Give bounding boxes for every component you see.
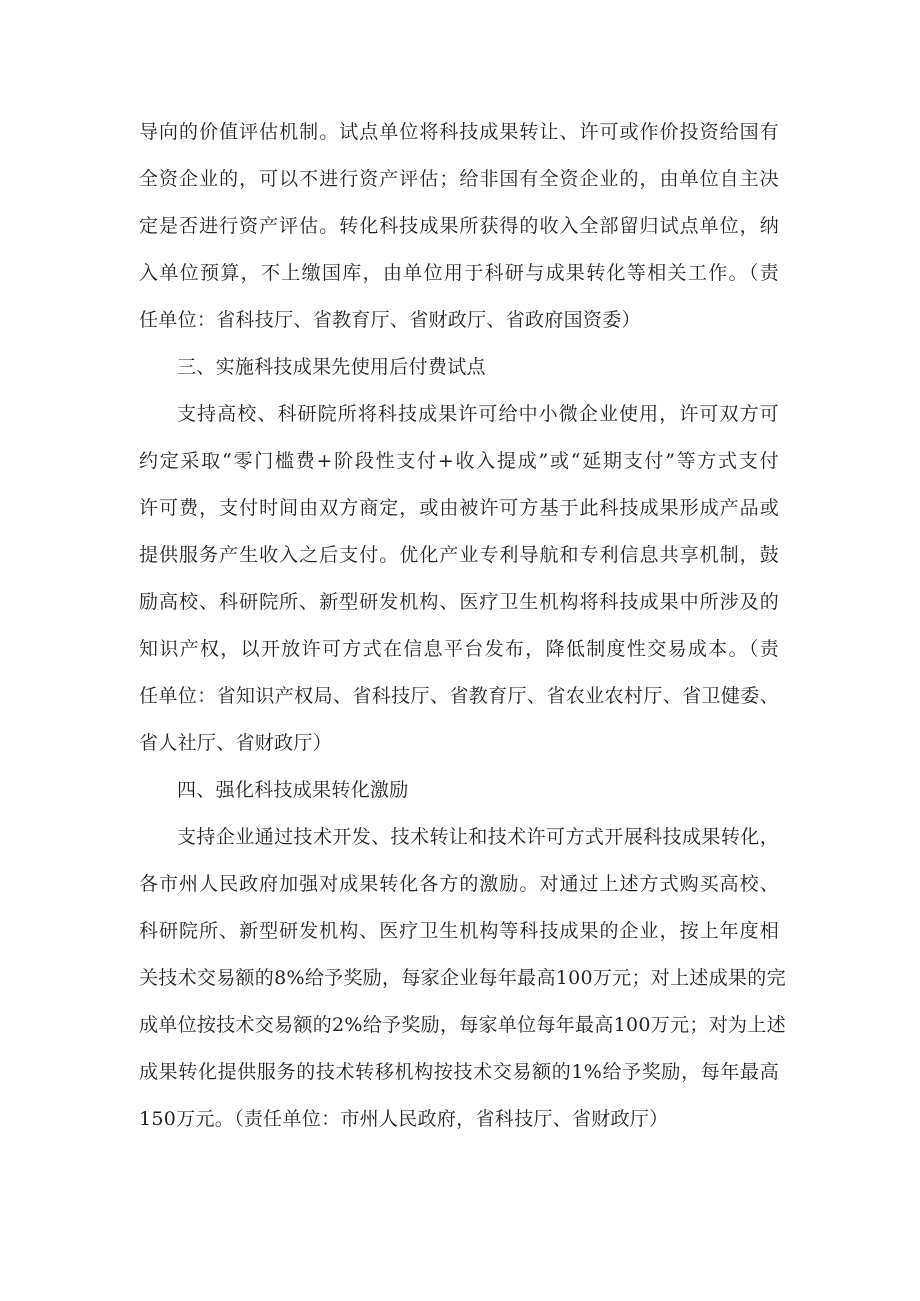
paragraph-line: 任单位：省知识产权局、省科技厅、省教育厅、省农业农村厅、省卫健委、 [139,685,779,707]
paragraph-line: 入单位预算，不上缴国库，由单位用于科研与成果转化等相关工作。（责 [139,262,779,284]
paragraph-line: 支持企业通过技术开发、技术转让和技术许可方式开展科技成果转化， [177,826,779,848]
paragraph-line: 导向的价值评估机制。试点单位将科技成果转让、许可或作价投资给国有 [139,121,779,143]
paragraph-line: 成果转化提供服务的技术转移机构按技术交易额的1%给予奖励，每年最高 [139,1061,779,1083]
paragraph-line: 许可费，支付时间由双方商定，或由被许可方基于此科技成果形成产品或 [139,497,779,519]
paragraph-line: 150万元。（责任单位：市州人民政府，省科技厅、省财政厅） [139,1108,669,1130]
paragraph-line: 科研院所、新型研发机构、医疗卫生机构等科技成果的企业，按上年度相 [139,920,779,942]
paragraph-line: 励高校、科研院所、新型研发机构、医疗卫生机构将科技成果中所涉及的 [139,591,779,613]
paragraph-line: 任单位：省科技厅、省教育厅、省财政厅、省政府国资委） [139,309,641,331]
paragraph-line: 约定采取“零门槛费+阶段性支付+收入提成”或“延期支付”等方式支付 [139,450,779,472]
paragraph-line: 各市州人民政府加强对成果转化各方的激励。对通过上述方式购买高校、 [139,873,779,895]
paragraph-line: 关技术交易额的8%给予奖励，每家企业每年最高100万元；对上述成果的完 [139,967,786,989]
paragraph-line: 定是否进行资产评估。转化科技成果所获得的收入全部留归试点单位，纳 [139,215,779,237]
paragraph-line: 支持高校、科研院所将科技成果许可给中小微企业使用，许可双方可 [177,403,779,425]
section-heading: 四、强化科技成果转化激励 [177,779,409,801]
paragraph-line: 知识产权，以开放许可方式在信息平台发布，降低制度性交易成本。（责 [139,638,779,660]
paragraph-line: 全资企业的，可以不进行资产评估；给非国有全资企业的，由单位自主决 [139,168,779,190]
section-heading: 三、实施科技成果先使用后付费试点 [177,356,486,378]
paragraph-line: 省人社厅、省财政厅） [139,732,333,754]
paragraph-line: 提供服务产生收入之后支付。优化产业专利导航和专利信息共享机制，鼓 [139,544,779,566]
paragraph-line: 成单位按技术交易额的2%给予奖励，每家单位每年最高100万元；对为上述 [139,1014,786,1036]
document-body [139,109,786,1143]
